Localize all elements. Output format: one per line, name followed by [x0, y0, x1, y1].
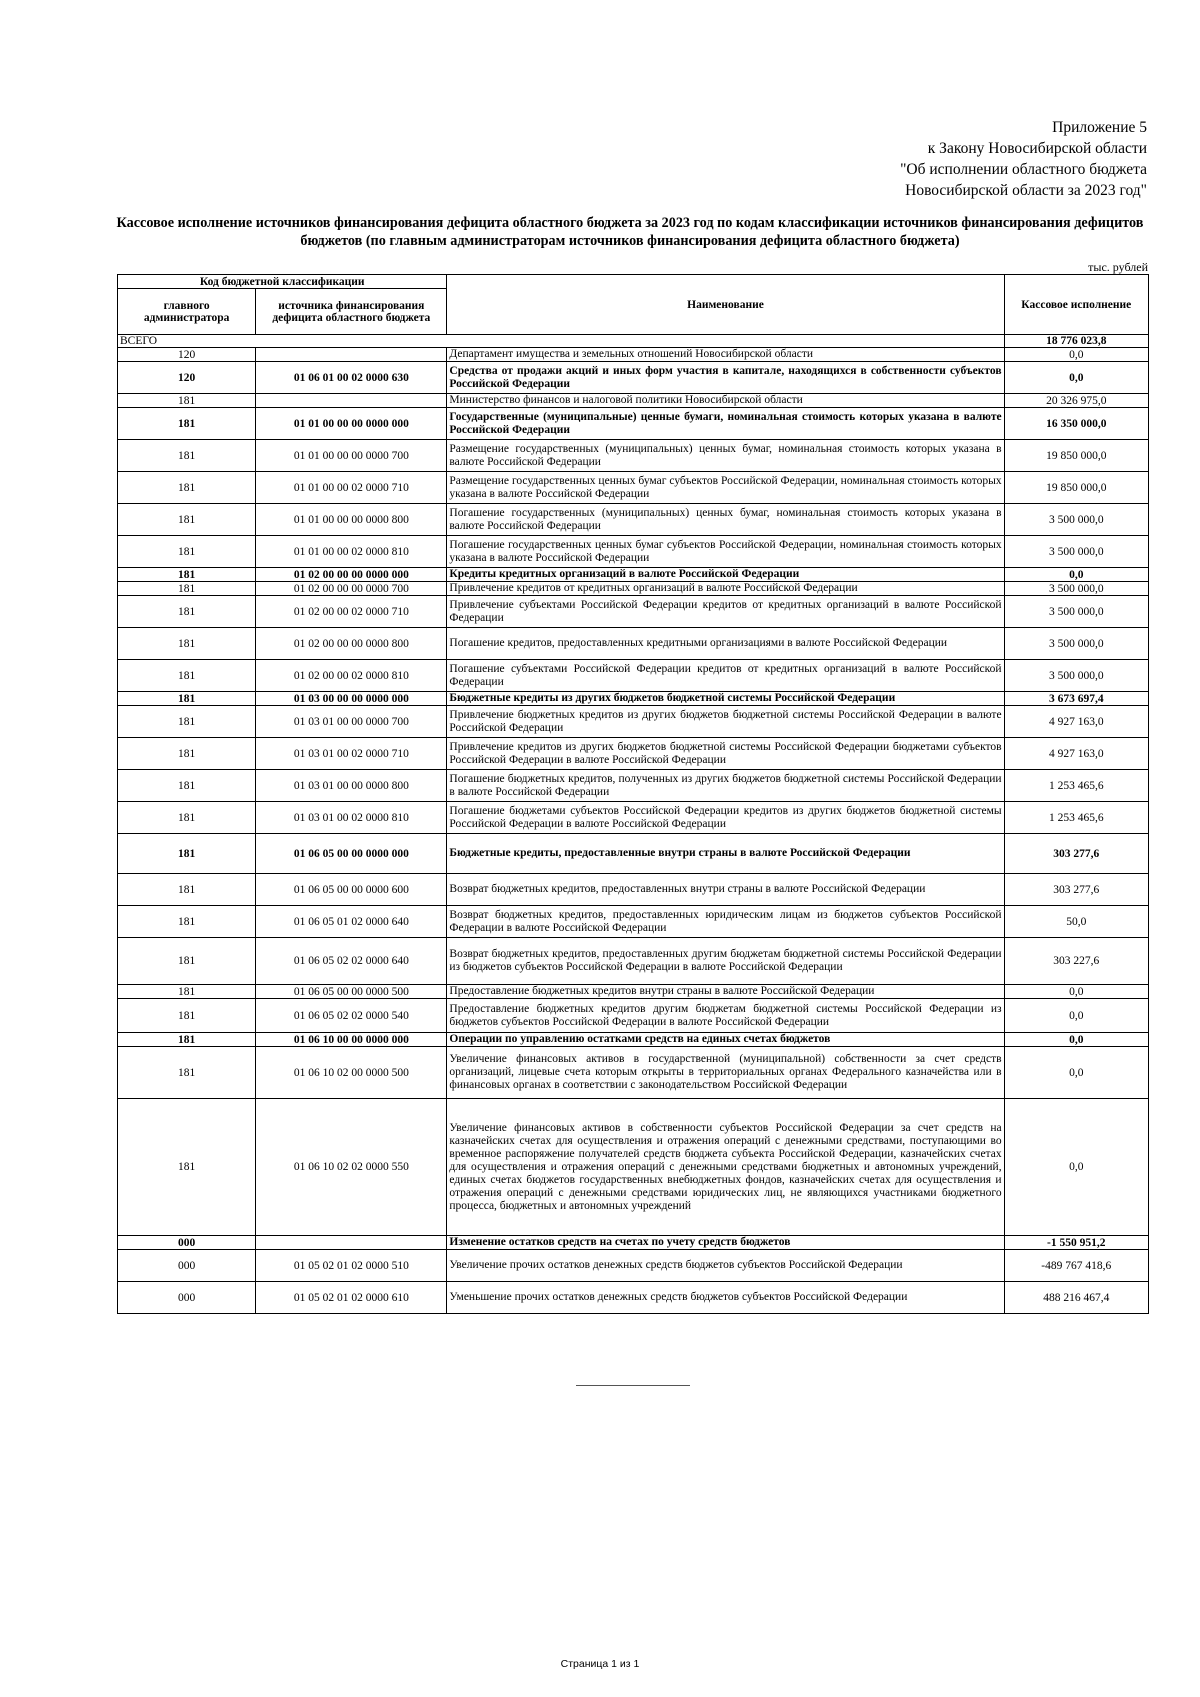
execution-value-cell: 0,0	[1004, 1033, 1148, 1047]
admin-code-cell: 181	[118, 568, 256, 582]
admin-code-cell: 120	[118, 348, 256, 362]
appendix-line: "Об исполнении областного бюджета	[900, 161, 1147, 178]
admin-code-cell: 000	[118, 1282, 256, 1314]
units-label: тыс. рублей	[1088, 260, 1148, 274]
name-cell: Погашение государственных ценных бумаг субъектов Российской Федерации, номинальная стоимость которых указана в валюте Российской Федерации	[447, 536, 1004, 568]
name-cell: Средства от продажи акций и иных форм участия в капитале, находящихся в собственности субъектов Российской Федерации	[447, 362, 1004, 394]
name-cell: Операции по управлению остатками средств на единых счетах бюджетов	[447, 1033, 1004, 1047]
document-title: Кассовое исполнение источников финансирования дефицита областного бюджета за 2023 год по кодам классификации источников финансирования дефицитов бюджетов (по главным администраторам источников финансирования дефицита областного бюджета)	[116, 215, 1144, 249]
table-row	[118, 660, 1149, 692]
execution-value-cell: 3 500 000,0	[1004, 596, 1148, 628]
execution-value-cell: 0,0	[1004, 568, 1148, 582]
page-footer: Страница 1 из 1	[560, 1658, 640, 1670]
table-row	[118, 906, 1149, 938]
source-code-cell: 01 06 05 01 02 0000 640	[256, 906, 447, 938]
name-cell: Погашение субъектами Российской Федерации кредитов от кредитных организаций в валюте Российской Федерации	[447, 660, 1004, 692]
name-cell: Увеличение финансовых активов в государственной (муниципальной) собственности за счет средств организаций, лицевые счета которым открыты в территориальных органах Федерального казначейства или в финансовых органах в соответствии с законодательством Российской Федерации	[447, 1047, 1004, 1099]
name-cell: Погашение кредитов, предоставленных кредитными организациями в валюте Российской Федерации	[447, 628, 1004, 660]
admin-code-cell: 181	[118, 472, 256, 504]
execution-value-cell: 50,0	[1004, 906, 1148, 938]
name-cell: Размещение государственных ценных бумаг субъектов Российской Федерации, номинальная стоимость которых указана в валюте Российской Федерации	[447, 472, 1004, 504]
appendix-line: Новосибирской области за 2023 год"	[905, 182, 1147, 199]
execution-value-cell: 3 500 000,0	[1004, 582, 1148, 596]
source-code-cell: 01 02 00 00 00 0000 800	[256, 628, 447, 660]
source-code-cell: 01 02 00 00 02 0000 710	[256, 596, 447, 628]
source-code-cell: 01 03 01 00 02 0000 810	[256, 802, 447, 834]
name-cell: Уменьшение прочих остатков денежных средств бюджетов субъектов Российской Федерации	[447, 1282, 1004, 1314]
header-execution: Кассовое исполнение	[1004, 275, 1148, 335]
admin-code-cell: 181	[118, 660, 256, 692]
execution-value-cell: 303 227,6	[1004, 938, 1148, 985]
source-code-cell: 01 01 00 00 02 0000 810	[256, 536, 447, 568]
name-cell: Департамент имущества и земельных отношений Новосибирской области	[447, 348, 1004, 362]
execution-value-cell: 0,0	[1004, 985, 1148, 999]
source-code-cell: 01 06 05 02 02 0000 640	[256, 938, 447, 985]
admin-code-cell: 181	[118, 440, 256, 472]
source-code-cell: 01 01 00 00 00 0000 000	[256, 408, 447, 440]
table-row	[118, 408, 1149, 440]
source-code-cell: 01 05 02 01 02 0000 510	[256, 1250, 447, 1282]
execution-value-cell: 19 850 000,0	[1004, 440, 1148, 472]
admin-code-cell: 181	[118, 1033, 256, 1047]
table-row	[118, 1099, 1149, 1236]
source-code-cell: 01 03 01 00 00 0000 800	[256, 770, 447, 802]
admin-code-cell: 181	[118, 770, 256, 802]
execution-value-cell: 16 350 000,0	[1004, 408, 1148, 440]
execution-value-cell: 1 253 465,6	[1004, 770, 1148, 802]
admin-code-cell: 181	[118, 582, 256, 596]
name-cell: Погашение бюджетных кредитов, полученных из других бюджетов бюджетной системы Российской Федерации в валюте Российской Федерации	[447, 770, 1004, 802]
admin-code-cell: 181	[118, 874, 256, 906]
execution-value-cell: 3 673 697,4	[1004, 692, 1148, 706]
execution-value-cell: 0,0	[1004, 348, 1148, 362]
header-admin: главного администратора	[118, 289, 256, 335]
source-code-cell: 01 01 00 00 00 0000 800	[256, 504, 447, 536]
admin-code-cell: 181	[118, 692, 256, 706]
source-code-cell	[256, 348, 447, 362]
table-row	[118, 802, 1149, 834]
execution-value-cell: 0,0	[1004, 1047, 1148, 1099]
execution-value-cell: 0,0	[1004, 362, 1148, 394]
name-cell: Кредиты кредитных организаций в валюте Российской Федерации	[447, 568, 1004, 582]
financing-sources-table	[117, 274, 1149, 1314]
execution-value-cell: 3 500 000,0	[1004, 504, 1148, 536]
name-cell: Возврат бюджетных кредитов, предоставленных внутри страны в валюте Российской Федерации	[447, 874, 1004, 906]
table-row	[118, 628, 1149, 660]
table-row	[118, 596, 1149, 628]
admin-code-cell: 181	[118, 536, 256, 568]
table-row	[118, 1047, 1149, 1099]
admin-code-cell: 181	[118, 596, 256, 628]
table-row	[118, 706, 1149, 738]
table-row	[118, 874, 1149, 906]
name-cell: Погашение государственных (муниципальных) ценных бумаг, номинальная стоимость которых указана в валюте Российской Федерации	[447, 504, 1004, 536]
source-code-cell: 01 02 00 00 00 0000 700	[256, 582, 447, 596]
execution-value-cell: 19 850 000,0	[1004, 472, 1148, 504]
name-cell: Изменение остатков средств на счетах по учету средств бюджетов	[447, 1236, 1004, 1250]
source-code-cell: 01 06 10 00 00 0000 000	[256, 1033, 447, 1047]
table-body	[118, 335, 1149, 1314]
admin-code-cell: 181	[118, 985, 256, 999]
table-row	[118, 536, 1149, 568]
appendix-header	[900, 117, 1147, 201]
execution-value-cell: 303 277,6	[1004, 834, 1148, 874]
name-cell: Увеличение прочих остатков денежных средств бюджетов субъектов Российской Федерации	[447, 1250, 1004, 1282]
execution-value-cell: 488 216 467,4	[1004, 1282, 1148, 1314]
admin-code-cell: 000	[118, 1236, 256, 1250]
appendix-line: к Закону Новосибирской области	[927, 140, 1147, 157]
execution-value-cell: 4 927 163,0	[1004, 706, 1148, 738]
name-cell: Привлечение субъектами Российской Федерации кредитов от кредитных организаций в валюте Российской Федерации	[447, 596, 1004, 628]
source-code-cell: 01 06 10 02 00 0000 500	[256, 1047, 447, 1099]
admin-code-cell: 181	[118, 834, 256, 874]
admin-code-cell: 181	[118, 1047, 256, 1099]
source-code-cell	[256, 394, 447, 408]
table-row	[118, 1236, 1149, 1250]
source-code-cell: 01 06 05 00 00 0000 600	[256, 874, 447, 906]
name-cell: Государственные (муниципальные) ценные бумаги, номинальная стоимость которых указана в валюте Российской Федерации	[447, 408, 1004, 440]
total-value: 18 776 023,8	[1004, 335, 1148, 348]
admin-code-cell: 181	[118, 504, 256, 536]
name-cell: Предоставление бюджетных кредитов другим бюджетам бюджетной системы Российской Федерации из бюджетов субъектов Российской Федерации в валюте Российской Федерации	[447, 999, 1004, 1033]
execution-value-cell: 0,0	[1004, 1099, 1148, 1236]
source-code-cell: 01 06 01 00 02 0000 630	[256, 362, 447, 394]
table-row	[118, 440, 1149, 472]
header-source: источника финансирования дефицита областного бюджета	[256, 289, 447, 335]
name-cell: Возврат бюджетных кредитов, предоставленных другим бюджетам бюджетной системы Российской Федерации из бюджетов субъектов Российской Федерации в валюте Российской Федерации	[447, 938, 1004, 985]
table-row	[118, 504, 1149, 536]
source-code-cell: 01 03 01 00 02 0000 710	[256, 738, 447, 770]
table-row	[118, 1033, 1149, 1047]
header-code-group: Код бюджетной классификации	[118, 275, 447, 289]
admin-code-cell: 181	[118, 1099, 256, 1236]
table-row	[118, 568, 1149, 582]
source-code-cell: 01 06 10 02 02 0000 550	[256, 1099, 447, 1236]
name-cell: Увеличение финансовых активов в собственности субъектов Российской Федерации за счет средств на казначейских счетах для осуществления и отражения операций с денежными средствами, поступающими во временное распоряжение получателей средств бюджета субъекта Российской Федерации, казначейских счетах для осуществления и отражения операций с денежными средствами бюджетных и автономных учреждений, единых счетах бюджетов государственных внебюджетных фондов, казначейских счетах для осуществления и отражения операций с денежными средствами юридических лиц, не являющихся участниками бюджетного процесса, бюджетных и автономных учреждений	[447, 1099, 1004, 1236]
table-row	[118, 582, 1149, 596]
appendix-line: Приложение 5	[1052, 119, 1147, 136]
admin-code-cell: 181	[118, 706, 256, 738]
execution-value-cell: 3 500 000,0	[1004, 536, 1148, 568]
source-code-cell: 01 03 01 00 00 0000 700	[256, 706, 447, 738]
table-row	[118, 362, 1149, 394]
source-code-cell: 01 02 00 00 00 0000 000	[256, 568, 447, 582]
table-row	[118, 394, 1149, 408]
admin-code-cell: 181	[118, 906, 256, 938]
table-row	[118, 985, 1149, 999]
admin-code-cell: 181	[118, 394, 256, 408]
execution-value-cell: -489 767 418,6	[1004, 1250, 1148, 1282]
name-cell: Возврат бюджетных кредитов, предоставленных юридическим лицам из бюджетов субъектов Российской Федерации в валюте Российской Федерации	[447, 906, 1004, 938]
total-label: ВСЕГО	[118, 335, 1005, 348]
source-code-cell: 01 01 00 00 00 0000 700	[256, 440, 447, 472]
source-code-cell: 01 06 05 00 00 0000 000	[256, 834, 447, 874]
name-cell: Министерство финансов и налоговой политики Новосибирской области	[447, 394, 1004, 408]
admin-code-cell: 181	[118, 408, 256, 440]
admin-code-cell: 181	[118, 628, 256, 660]
source-code-cell: 01 03 00 00 00 0000 000	[256, 692, 447, 706]
table-row	[118, 1282, 1149, 1314]
source-code-cell: 01 06 05 00 00 0000 500	[256, 985, 447, 999]
execution-value-cell: 3 500 000,0	[1004, 628, 1148, 660]
execution-value-cell: 20 326 975,0	[1004, 394, 1148, 408]
admin-code-cell: 181	[118, 802, 256, 834]
execution-value-cell: 303 277,6	[1004, 874, 1148, 906]
table-row	[118, 1250, 1149, 1282]
table-row	[118, 834, 1149, 874]
name-cell: Привлечение кредитов из других бюджетов бюджетной системы Российской Федерации бюджетами субъектов Российской Федерации в валюте Российской Федерации	[447, 738, 1004, 770]
table-row	[118, 999, 1149, 1033]
name-cell: Бюджетные кредиты, предоставленные внутри страны в валюте Российской Федерации	[447, 834, 1004, 874]
admin-code-cell: 181	[118, 999, 256, 1033]
name-cell: Бюджетные кредиты из других бюджетов бюджетной системы Российской Федерации	[447, 692, 1004, 706]
table-row	[118, 692, 1149, 706]
source-code-cell: 01 01 00 00 02 0000 710	[256, 472, 447, 504]
execution-value-cell: 1 253 465,6	[1004, 802, 1148, 834]
source-code-cell: 01 02 00 00 02 0000 810	[256, 660, 447, 692]
name-cell: Привлечение бюджетных кредитов из других бюджетов бюджетной системы Российской Федерации в валюте Российской Федерации	[447, 706, 1004, 738]
execution-value-cell: 3 500 000,0	[1004, 660, 1148, 692]
source-code-cell: 01 05 02 01 02 0000 610	[256, 1282, 447, 1314]
admin-code-cell: 181	[118, 738, 256, 770]
name-cell: Предоставление бюджетных кредитов внутри страны в валюте Российской Федерации	[447, 985, 1004, 999]
source-code-cell: 01 06 05 02 02 0000 540	[256, 999, 447, 1033]
execution-value-cell: 4 927 163,0	[1004, 738, 1148, 770]
execution-value-cell: 0,0	[1004, 999, 1148, 1033]
execution-value-cell: -1 550 951,2	[1004, 1236, 1148, 1250]
table-row	[118, 472, 1149, 504]
header-name: Наименование	[447, 275, 1004, 335]
admin-code-cell: 000	[118, 1250, 256, 1282]
admin-code-cell: 120	[118, 362, 256, 394]
table-row	[118, 738, 1149, 770]
admin-code-cell: 181	[118, 938, 256, 985]
total-row	[118, 335, 1149, 348]
source-code-cell	[256, 1236, 447, 1250]
table-row	[118, 348, 1149, 362]
separator-line	[576, 1385, 690, 1386]
table-row	[118, 770, 1149, 802]
name-cell: Размещение государственных (муниципальных) ценных бумаг, номинальная стоимость которых указана в валюте Российской Федерации	[447, 440, 1004, 472]
table-row	[118, 938, 1149, 985]
name-cell: Погашение бюджетами субъектов Российской Федерации кредитов из других бюджетов бюджетной системы Российской Федерации в валюте Российской Федерации	[447, 802, 1004, 834]
name-cell: Привлечение кредитов от кредитных организаций в валюте Российской Федерации	[447, 582, 1004, 596]
